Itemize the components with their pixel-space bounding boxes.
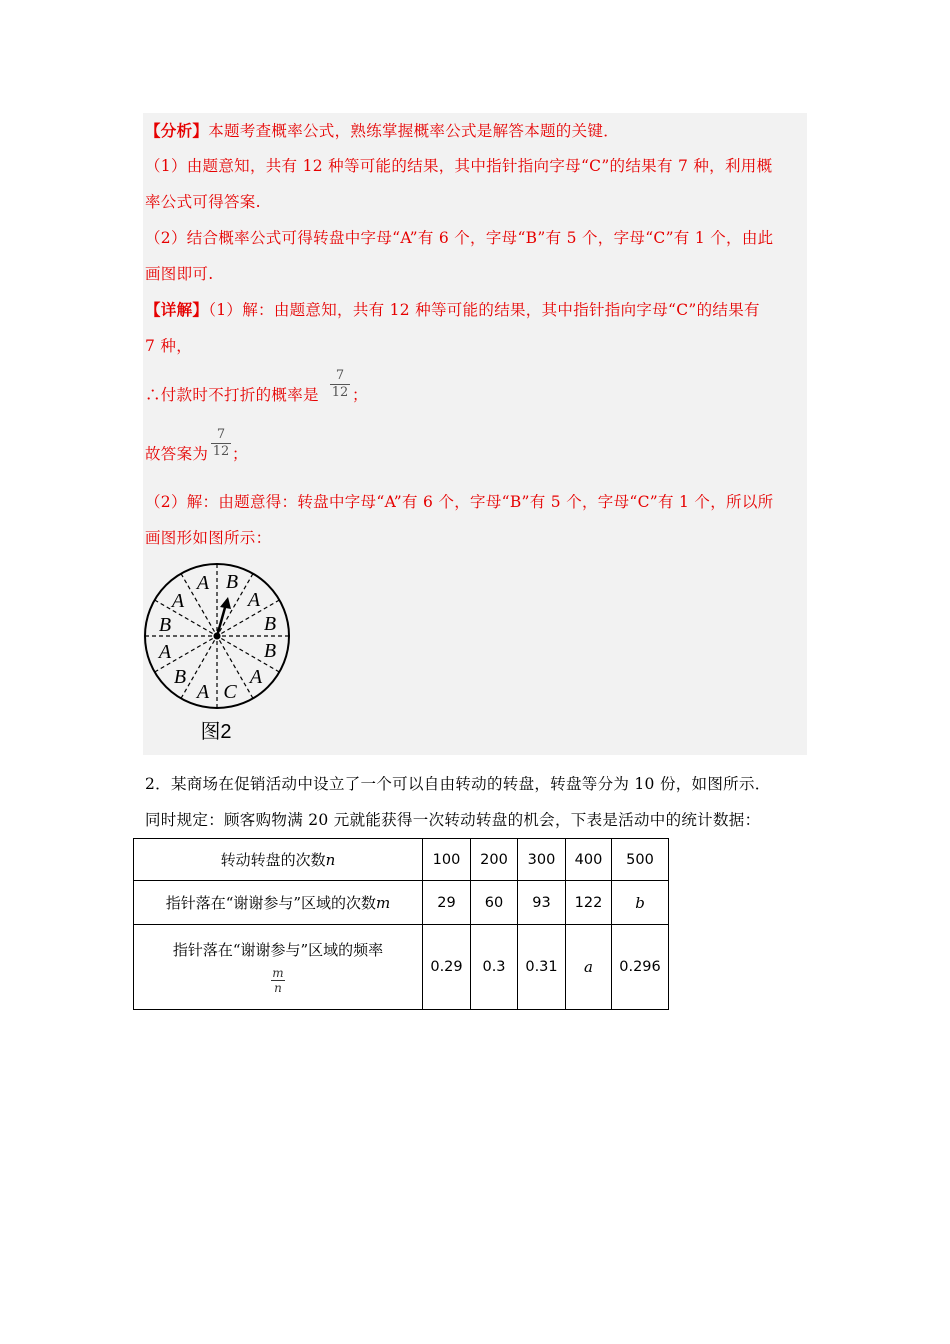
- answer-end: ；: [232, 445, 248, 463]
- sector-label: A: [171, 590, 185, 612]
- figure-caption: 图2: [200, 721, 232, 743]
- spinner-figure: [140, 562, 300, 747]
- table-cell: 0.31: [518, 925, 566, 1010]
- table-row: [134, 925, 669, 1010]
- table-cell: 400: [566, 839, 612, 881]
- sector-label: A: [249, 666, 263, 688]
- sector-label: A: [196, 681, 210, 703]
- table-cell: 0.296: [612, 925, 669, 1010]
- table-cell: 300: [518, 839, 566, 881]
- table-cell: 60: [471, 881, 518, 925]
- table-cell: 29: [423, 881, 471, 925]
- analysis-part1-line2: 率公式可得答案.: [145, 193, 261, 211]
- table-cell: 0.3: [471, 925, 518, 1010]
- table-cell: 200: [471, 839, 518, 881]
- question-line1: 2．某商场在促销活动中设立了一个可以自由转动的转盘，转盘等分为 10 份，如图所示．: [145, 775, 771, 793]
- probability-statement: ∴付款时不打折的概率是: [145, 386, 319, 404]
- statistics-table: [133, 838, 669, 1010]
- table-cell: 93: [518, 881, 566, 925]
- question-line2: 同时规定：顾客购物满 20 元就能获得一次转动转盘的机会，下表是活动中的统计数据：: [145, 811, 761, 829]
- answer-statement: 故答案为: [145, 445, 209, 463]
- table-cell: a: [566, 925, 612, 1010]
- probability-end: ；: [352, 386, 368, 404]
- pointer-arrowhead: [220, 597, 231, 609]
- spinner-center: [214, 633, 221, 640]
- table-cell: 0.29: [423, 925, 471, 1010]
- detail-part1-line2: 7 种，: [145, 337, 192, 355]
- table-cell: 100: [423, 839, 471, 881]
- sector-label: A: [247, 589, 261, 611]
- detail-part2-line2: 画图形如图所示：: [145, 529, 272, 547]
- analysis-part2-line2: 画图即可.: [145, 265, 214, 283]
- row-header: 转动转盘的次数n: [134, 839, 423, 881]
- detail-part2-line1: （2）解：由题意得：转盘中字母“A”有 6 个，字母“B”有 5 个，字母“C”有 1 个，所以所: [145, 493, 774, 511]
- sector-label: A: [158, 641, 172, 663]
- sector-label: A: [196, 572, 210, 594]
- sector-label: B: [158, 614, 172, 636]
- detail-part1-line1: 【详解】（1）解：由题意知，共有 12 种等可能的结果，其中指针指向字母“C”的结果有: [145, 300, 760, 319]
- sector-label: B: [263, 640, 277, 662]
- table-cell: 500: [612, 839, 669, 881]
- sector-label: B: [173, 666, 187, 688]
- table-row: [134, 839, 669, 881]
- sector-label: B: [225, 571, 239, 593]
- analysis-intro: 【分析】本题考查概率公式，熟练掌握概率公式是解答本题的关键．: [145, 121, 620, 140]
- frequency-fraction: $\frac{m}{n}$: [272, 966, 284, 995]
- answer-fraction: 7 12: [212, 427, 230, 459]
- analysis-part1-line1: （1）由题意知，共有 12 种等可能的结果，其中指针指向字母“C”的结果有 7 种，利用概: [145, 157, 773, 175]
- table-cell: b: [612, 881, 669, 925]
- probability-fraction: 7 12: [331, 368, 349, 400]
- row-header: 指针落在“谢谢参与”区域的次数m: [134, 881, 423, 925]
- sector-label: C: [223, 681, 237, 703]
- table-row: [134, 881, 669, 925]
- table-cell: 122: [566, 881, 612, 925]
- analysis-part2-line1: （2）结合概率公式可得转盘中字母“A”有 6 个，字母“B”有 5 个，字母“C”有 1 个，由此: [145, 229, 774, 247]
- sector-label: B: [263, 613, 277, 635]
- row-header: 指针落在“谢谢参与”区域的频率 $\frac{m}{n}$: [134, 925, 423, 1010]
